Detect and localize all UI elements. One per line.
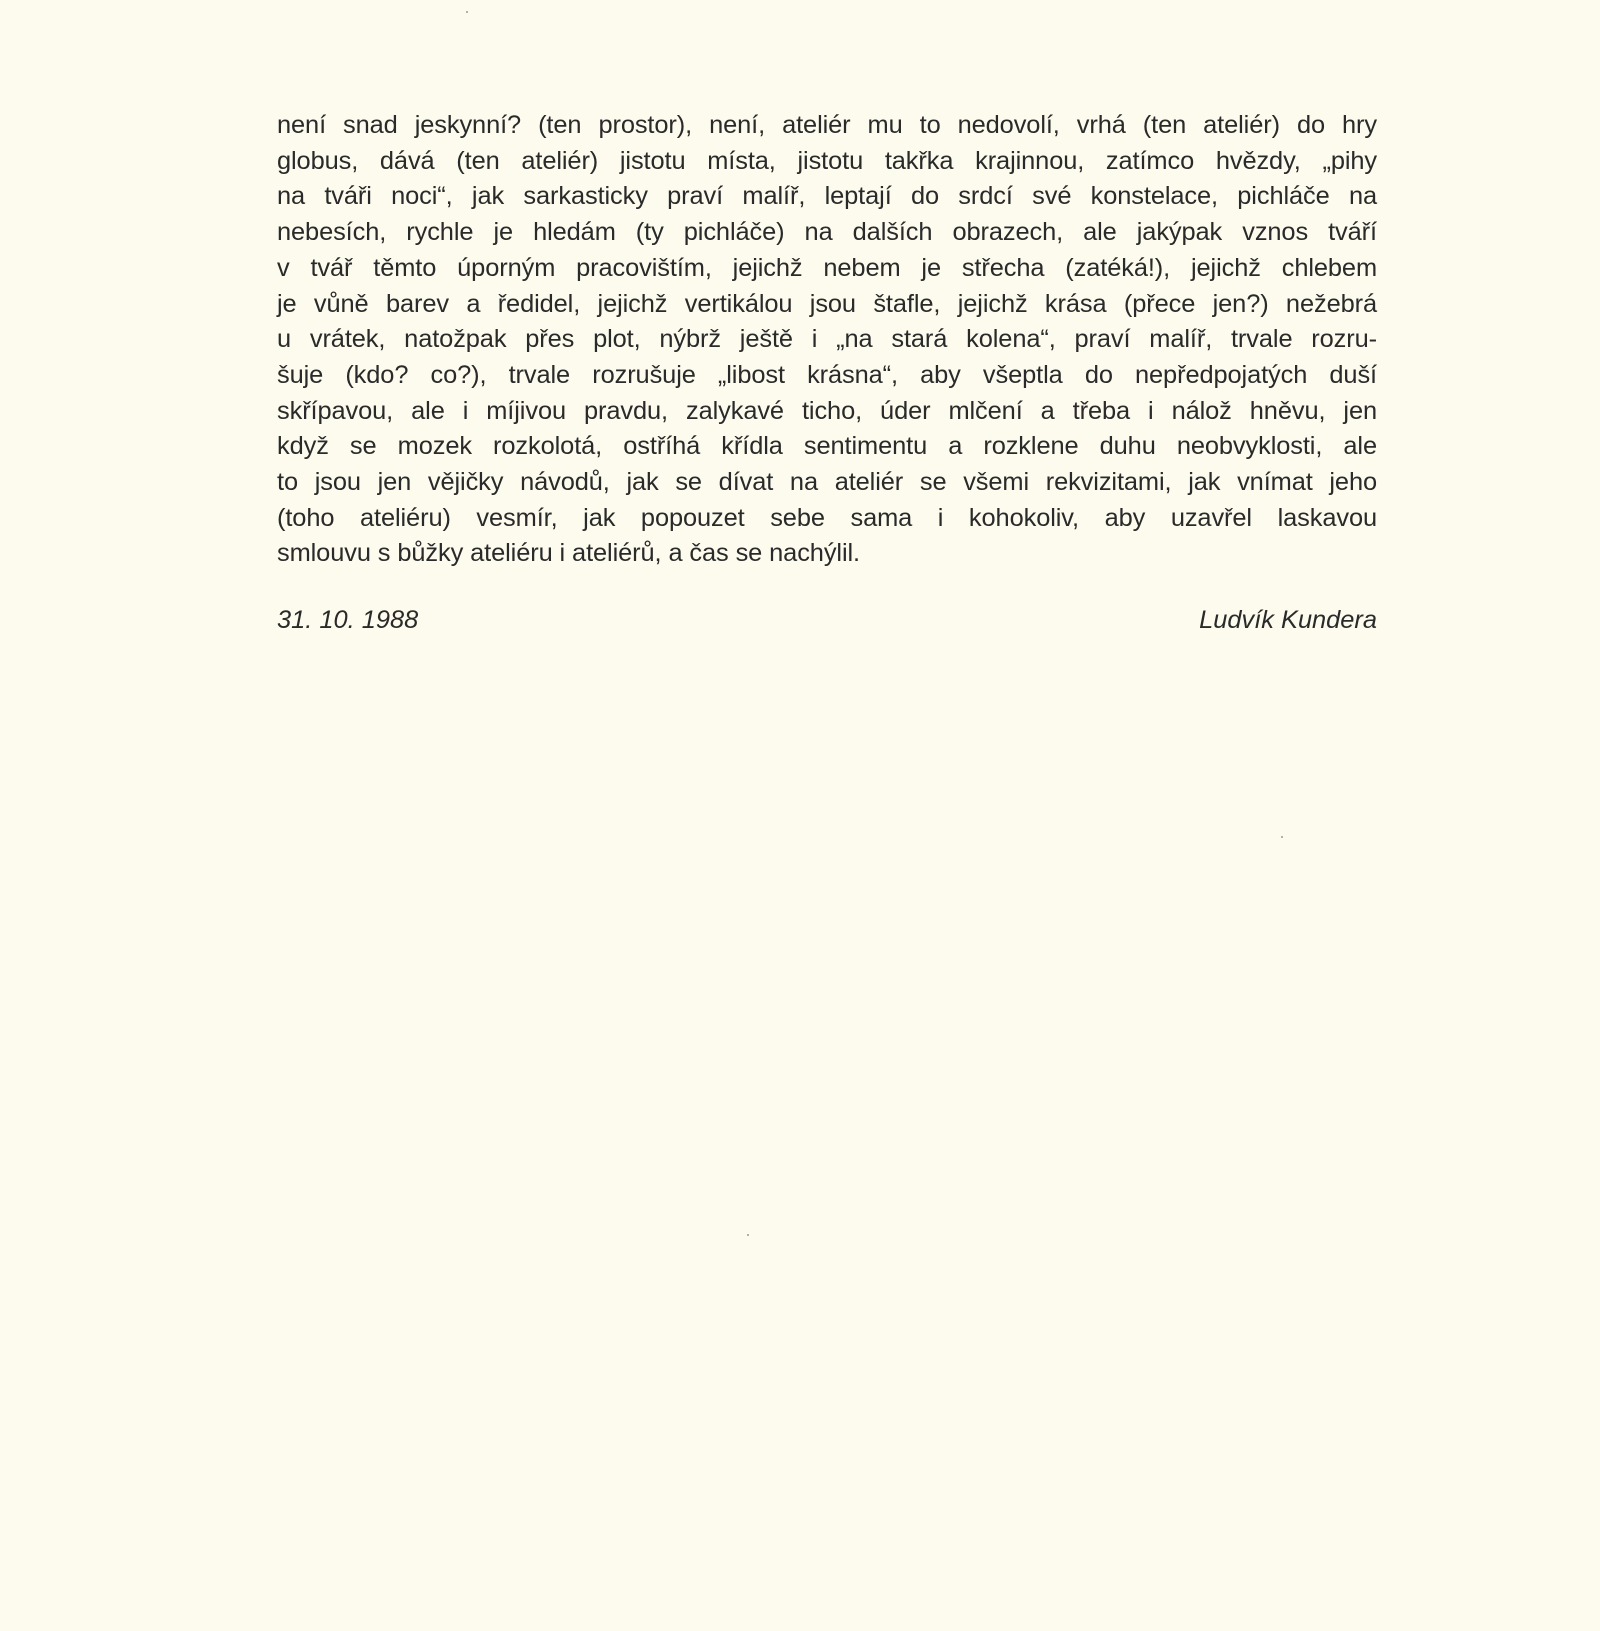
- paper-speck: [1281, 836, 1283, 838]
- text-line: není snad jeskynní? (ten prostor), není, ateliér mu to nedovolí, vrhá (ten ateliér) do hry: [277, 111, 1377, 139]
- text-line: šuje (kdo? co?), trvale rozrušuje „libost krásna“, aby všeptla do nepředpojatých duší: [277, 360, 1377, 389]
- text-line: je vůně barev a ředidel, jejichž vertikálou jsou štafle, jejichž krása (přece jen?) nežebrá: [277, 289, 1377, 318]
- text-line: skřípavou, ale i míjivou pravdu, zalykavé ticho, úder mlčení a třeba i nálož hněvu, jen: [277, 396, 1377, 425]
- text-line: nebesích, rychle je hledám (ty pichláče) na dalších obrazech, ale jakýpak vznos tváří: [277, 218, 1377, 247]
- text-line: když se mozek rozkolotá, ostříhá křídla sentimentu a rozklene duhu neobvyklosti, ale: [277, 432, 1377, 461]
- text-line: (toho ateliéru) vesmír, jak popouzet sebe sama i kohokoliv, aby uzavřel laskavou: [277, 503, 1377, 532]
- text-line: na tváři noci“, jak sarkasticky praví malíř, leptají do srdcí své konstelace, pichláče na: [277, 182, 1377, 211]
- paper-speck: [747, 1234, 749, 1236]
- date: 31. 10. 1988: [277, 606, 419, 634]
- text-line: smlouvu s bůžky ateliéru i ateliérů, a čas se nachýlil.: [277, 539, 860, 568]
- text-line: u vrátek, natožpak přes plot, nýbrž ještě i „na stará kolena“, praví malíř, trvale rozru-: [277, 325, 1377, 354]
- essay-paragraph: [277, 108, 1377, 572]
- text-line: globus, dává (ten ateliér) jistotu místa, jistotu takřka krajinnou, zatímco hvězdy, „pihy: [277, 146, 1377, 175]
- author-name: Ludvík Kundera: [1199, 606, 1377, 634]
- paper-speck: [466, 11, 468, 13]
- text-line: to jsou jen vějičky návodů, jak se dívat na ateliér se všemi rekvizitami, jak vnímat jeho: [277, 468, 1377, 497]
- text-line: v tvář těmto úporným pracovištím, jejichž nebem je střecha (zatéká!), jejichž chlebem: [277, 253, 1377, 282]
